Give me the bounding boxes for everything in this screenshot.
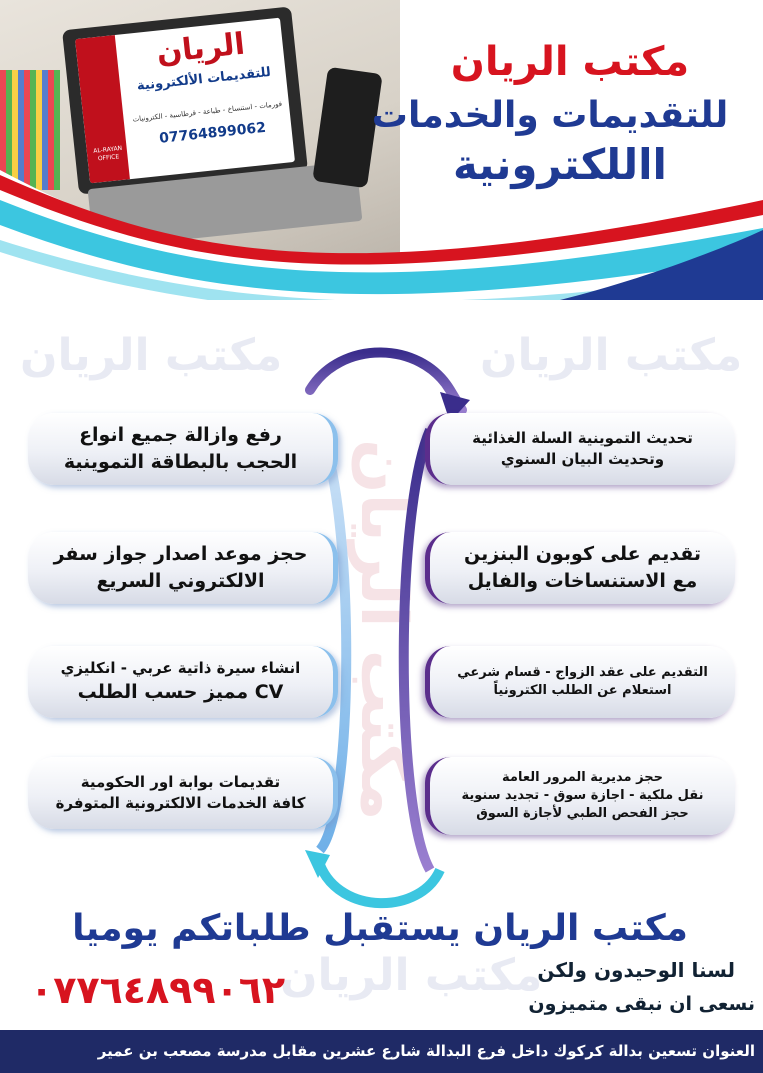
service-box — [425, 413, 735, 485]
service-line: التقديم على عقد الزواج - قسام شرعي — [457, 664, 708, 680]
service-line: مع الاستنساخات والفايل — [467, 570, 698, 592]
arc-top — [310, 353, 462, 411]
service-box — [28, 646, 338, 718]
watermark-text: مكتب الريان — [280, 950, 543, 1001]
service-line: حجز مديرية المرور العامة — [502, 769, 663, 785]
service-line: مميز حسب الطلب CV — [77, 681, 284, 704]
motto-line-2: نسعى ان نبقى متميزون — [528, 993, 755, 1015]
service-line: تقديمات بوابة اور الحكومية — [80, 773, 281, 791]
service-line: الالكتروني السريع — [96, 570, 265, 592]
service-box — [28, 757, 338, 829]
service-line: كافة الخدمات الالكترونية المتوفرة — [55, 794, 306, 812]
watermark-text: مكتب الريان — [20, 330, 283, 381]
address-text: العنوان تسعين بدالة كركوك داخل فرع البدالة شارع عشرين مقابل مدرسة مصعب بن عمير — [97, 1042, 755, 1060]
screen-services-small: فورمات - استنساخ - طباعة - قرطاسية - الكترونيات — [132, 99, 283, 124]
header-banner — [0, 0, 763, 300]
service-line: تحديث التموينية السلة الغذائية — [472, 429, 693, 447]
motto-line-1: لسنا الوحيدون ولكن — [537, 958, 735, 982]
screen-subtitle: للتقديمات الألكترونية — [136, 64, 272, 94]
service-box — [28, 532, 338, 604]
screen-logo-text: الريان — [154, 26, 247, 71]
service-line: وتحديث البيان السنوي — [500, 450, 665, 468]
slogan: مكتب الريان يستقبل طلباتكم يوميا — [72, 908, 688, 949]
watermark-vertical: مكتب الريان — [346, 439, 420, 821]
screen-phone: 07764899062 — [158, 119, 267, 147]
service-line: حجز موعد اصدار جواز سفر — [53, 543, 308, 566]
service-line: استعلام عن الطلب الكترونياً — [493, 683, 672, 698]
service-box — [425, 646, 735, 718]
service-line: حجز الفحص الطبي لأجازة السوق — [476, 806, 689, 822]
service-box — [425, 532, 735, 604]
arc-bottom — [320, 865, 440, 903]
office-label: AL-RAYAN OFFICE — [93, 144, 123, 163]
title-line-2: للتقديمات والخدمات — [371, 95, 729, 136]
service-line: الحجب بالبطاقة التموينية — [63, 451, 298, 473]
title-line-3: االلكترونية — [453, 140, 667, 189]
service-box — [28, 413, 338, 485]
watermark-text: مكتب الريان — [480, 330, 743, 381]
phone-number: ٠٧٧٦٤٨٩٩٠٦٢ — [30, 968, 286, 1012]
service-line: رفع وازالة جميع انواع — [79, 424, 282, 447]
service-line: انشاء سيرة ذاتية عربي - انكليزي — [60, 659, 301, 678]
service-line: تقديم على كوبون البنزين — [463, 543, 702, 566]
title-line-1: مكتب الريان — [450, 39, 690, 85]
service-box — [425, 757, 735, 835]
service-line: نقل ملكية - اجازة سوق - تجديد سنوية — [461, 787, 704, 803]
